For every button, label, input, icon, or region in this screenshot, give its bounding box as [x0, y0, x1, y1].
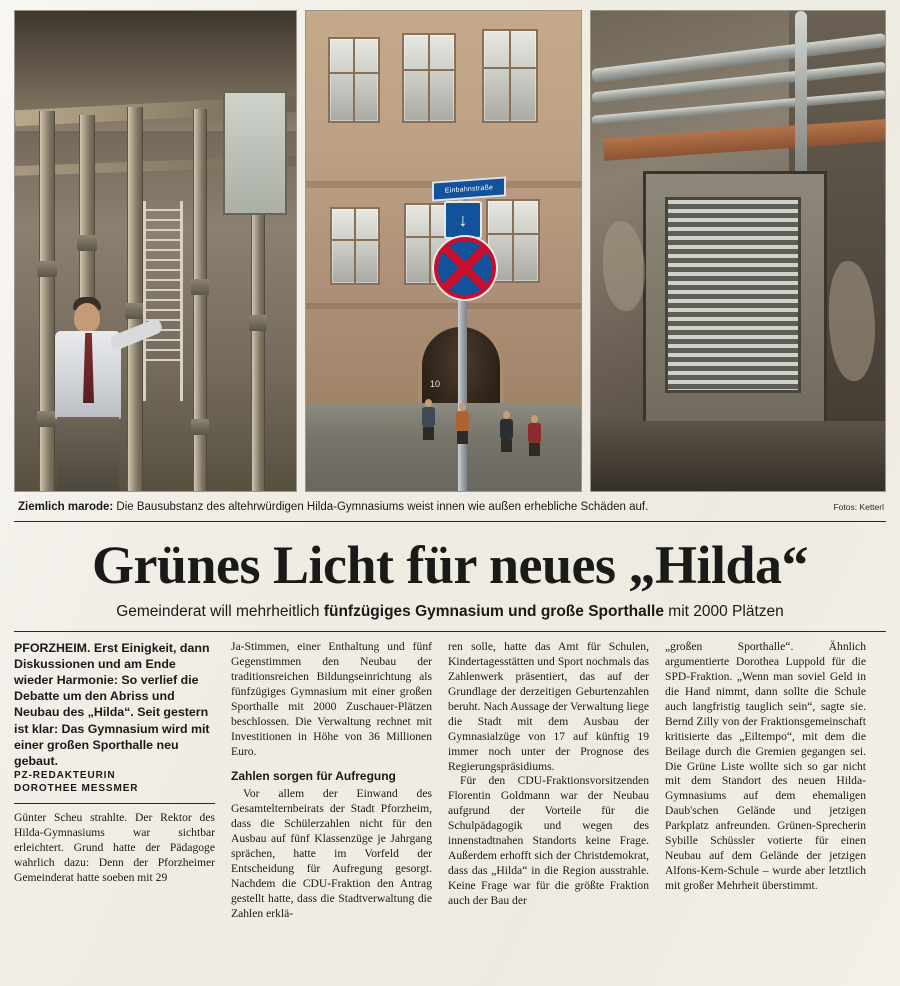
column2-paragraph-1: Ja-Stimmen, einer Enthaltung und fünf Gegenstimmen den Neubau der traditionsreichen Bildungseinrichtung als fünfzügiges Gymnasium mit einer großen Sporthalle mit 2000 Zuschauer-Plätzen beschlossen. Die Verwaltung rechnet mit Investitionen in Höhe von 36 Millionen Euro. — [231, 639, 432, 758]
column1-paragraph-1: Günter Scheu strahlte. Der Rektor des Hilda-Gymnasiums war sichtbar erleichtert. Grund hatte der Pädagoge wahrlich dazu: Denn der Pforzheimer Gemeinderat hatte soeben mit 29 — [14, 810, 215, 884]
photo2-pedestrian-1 — [422, 399, 435, 440]
photo3-vertical-pipe — [795, 11, 807, 191]
byline-name: DOROTHEE MESSMER — [14, 783, 139, 795]
column3-paragraph-1: ren solle, hatte das Amt für Schulen, Kindertagesstätten und Sport nochmals das Zahlenwerk präsentiert, das auf der Grundlage der derzeitigen Geburtenzahlen beruht. Nach Aussage der Verwaltung liege die Stadt mit dem Ausbau der Gymnasialzüge von 17 auf künftig 19 immer noch unter der Prognose des Regierungspräsidiums. — [448, 639, 649, 773]
article-columns — [14, 640, 886, 970]
subhead-part-1: Gemeinderat will mehrheitlich — [116, 602, 324, 620]
dateline: PFORZHEIM. — [14, 640, 91, 655]
article-headline: Grünes Licht für neues „Hilda“ — [91, 534, 809, 595]
photo1-man-trousers — [57, 417, 119, 492]
photo2-arrow-sign: ↓ — [444, 201, 482, 239]
lede-text: Erst Einigkeit, dann Diskussionen und am Ende wieder Harmonie: So verlief die Debatte um den Abriss und Neubau des „Hilda“. Seit gestern ist klar: Das Gymnasium wird mit einer großen Sporthalle neu gebaut. — [14, 640, 210, 768]
photo2-no-stopping-sign — [434, 237, 496, 299]
column4-paragraph-1: „großen Sporthalle“. Ähnlich argumentierte Dorothea Luppold für die SPD-Fraktion. „Wenn man soviel Geld in die Hand nimmt, dann sollte die Schule auch langfristig tauglich sein“, sagte sie. Bernd Zilly von der Fraktionsgemeinschaft kritisierte das „Eiltempo“, mit dem die Beilage durch die Gremien gegangen sei. Die Grüne Liste wollte sich so gar nicht mit dem Standort des neuen Hilda-Gymnasiums auf dem ehemaligen Daub'schen Gelände und jetzigen Parkplatz anfreunden. Grünen-Sprecherin Sybille Schüssler votierte für einen Neubau auf dem Gelände der jetzigen Alfons-Kern-Schule – wurde aber letztlich mit großer Mehrheit überstimmt. — [665, 639, 866, 893]
article-column-2 — [231, 640, 432, 970]
column-divider-1 — [14, 803, 215, 804]
photo1-man-head — [74, 303, 100, 333]
photo2-pedestrian-4 — [528, 415, 541, 456]
photo-credit: Fotos: Ketterl — [833, 502, 884, 512]
photo2-cornice-2 — [306, 303, 581, 309]
photo1-support-prop-3 — [127, 107, 143, 492]
photo2-window-3 — [482, 29, 538, 123]
photo2-portal-number: 10 — [430, 379, 441, 389]
article-column-4 — [665, 640, 866, 970]
photo-strip — [14, 10, 886, 492]
caption-body: Die Bausubstanz des altehrwürdigen Hilda-Gymnasiums weist innen wie außen erhebliche Schäden auf. — [113, 501, 649, 513]
photo-caption-row — [14, 492, 886, 522]
subhead-bold: fünfzügiges Gymnasium und große Sporthalle — [323, 602, 664, 620]
photo-interior-props — [14, 10, 297, 492]
photo3-window-grate — [665, 197, 801, 393]
byline-role: PZ-REDAKTEURIN — [14, 769, 116, 781]
photo-caption — [18, 501, 648, 515]
photo3-floor — [591, 421, 885, 491]
byline — [14, 769, 215, 796]
photo-corridor-pipes — [590, 10, 886, 492]
photo1-support-prop-4 — [193, 109, 207, 492]
photo1-ladder — [143, 201, 183, 401]
caption-lead: Ziemlich marode: — [18, 501, 114, 513]
photo2-pedestrian-3 — [500, 411, 513, 452]
photo2-window-2 — [402, 33, 456, 123]
photo1-support-prop-1 — [39, 111, 55, 492]
subhead-part-2: mit 2000 Plätzen — [664, 602, 784, 620]
column3-paragraph-2: Für den CDU-Fraktionsvorsitzenden Florentin Goldmann war der Neubau aufgrund der Vorteile für die Schulpädagogik und wegen des innenstadtnahen Standorts keine Frage. Außerdem erhofft sich der Christdemokrat, dass das „Hilda“ in die Region ausstrahle. Keine Frage war für die größte Fraktion auch der Bau der — [448, 774, 649, 908]
article-subheadline — [14, 603, 886, 621]
photo2-window-4 — [330, 207, 380, 285]
article-lede — [14, 640, 215, 769]
article-column-1 — [14, 640, 215, 970]
photo2-pedestrian-2 — [456, 403, 469, 444]
headline-divider — [14, 631, 886, 632]
column2-subheading: Zahlen sorgen für Aufregung — [231, 768, 396, 783]
photo-school-facade — [305, 10, 582, 492]
article-column-3 — [448, 640, 649, 970]
column2-paragraph-2: Vor allem der Einwand des Gesamtelternbeirats der Stadt Pforzheim, dass die Schülerzahlen nicht für den Ausbau auf fünf Klassenzüge je Jahrgang sprächen, hatte im Vorfeld der Entscheidung für Aufregung gesorgt. Nachdem die CDU-Fraktion den Antrag gestellt hatte, dass die Stadtverwaltung die Zahlen erklä- — [231, 786, 432, 920]
photo1-window — [223, 91, 287, 215]
photo2-street-sign-einbahnstrasse: Einbahnstraße — [432, 176, 506, 201]
photo2-window-1 — [328, 37, 380, 123]
